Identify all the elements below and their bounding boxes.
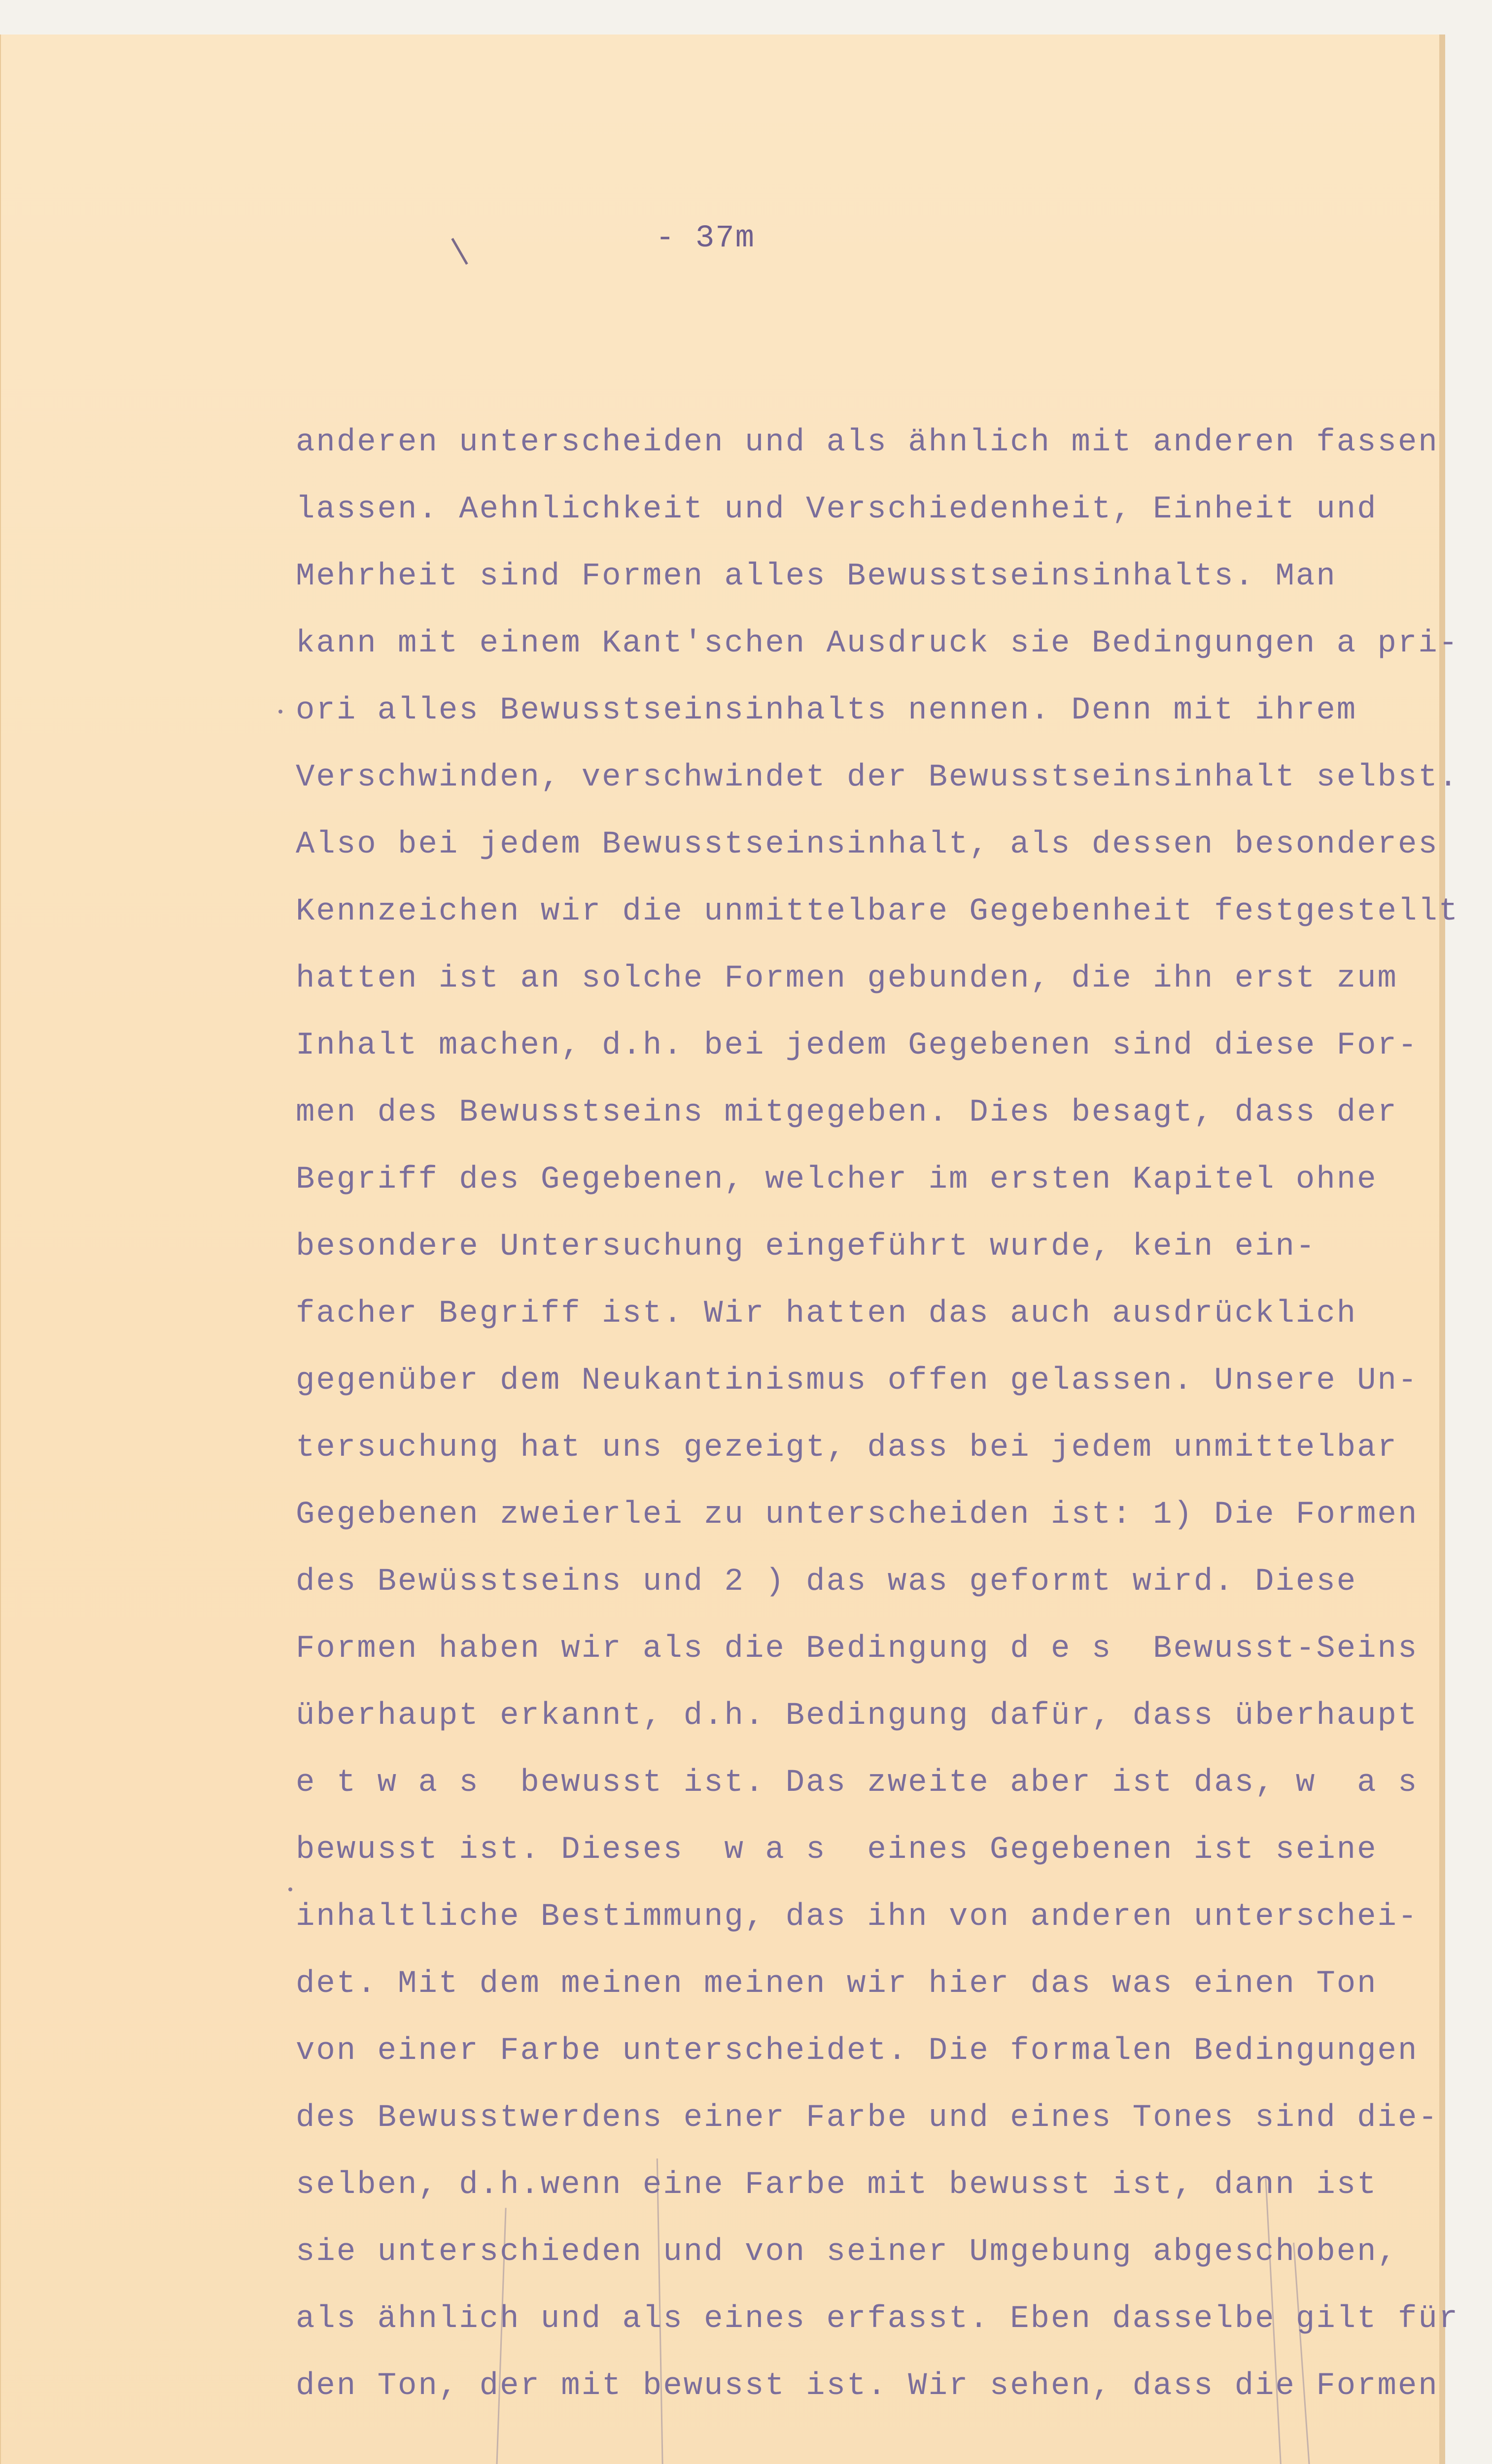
text-line: tersuchung hat uns gezeigt, dass bei jedem unmittelbar (296, 1430, 1398, 1466)
text-line: facher Begriff ist. Wir hatten das auch ausdrücklich (296, 1296, 1357, 1332)
text-line: Gegebenen zweierlei zu unterscheiden ist: 1) Die Formen (296, 1497, 1419, 1533)
margin-dot-mark (288, 1887, 292, 1891)
margin-dot-mark (278, 710, 282, 714)
text-line: von einer Farbe unterscheidet. Die formalen Bedingungen (296, 2033, 1419, 2069)
text-line: lassen. Aehnlichkeit und Verschiedenheit, Einheit und (296, 492, 1378, 527)
text-line: als ähnlich und als eines erfasst. Eben dasselbe gilt für (296, 2301, 1459, 2337)
page-number: - 37m (656, 221, 756, 256)
text-line: des Bewusstwerdens einer Farbe und eines Tones sind die- (296, 2100, 1439, 2136)
text-line: men des Bewusstseins mitgegeben. Dies besagt, dass der (296, 1095, 1398, 1130)
text-line: Kennzeichen wir die unmittelbare Gegebenheit festgestellt (296, 894, 1459, 929)
text-line: Mehrheit sind Formen alles Bewusstseinsinhalts. Man (296, 559, 1337, 594)
text-line: Also bei jedem Bewusstseinsinhalt, als dessen besonderes (296, 827, 1439, 862)
text-line: bewusst ist. Dieses w a s eines Gegebenen ist seine (296, 1832, 1378, 1868)
text-line: den Ton, der mit bewusst ist. Wir sehen, dass die Formen (296, 2368, 1439, 2404)
text-line: Begriff des Gegebenen, welcher im ersten Kapitel ohne (296, 1162, 1378, 1198)
text-line: besondere Untersuchung eingeführt wurde, kein ein- (296, 1229, 1317, 1265)
text-line: Inhalt machen, d.h. bei jedem Gegebenen sind diese For- (296, 1028, 1419, 1063)
text-line: hatten ist an solche Formen gebunden, die ihn erst zum (296, 961, 1398, 996)
typewritten-body (296, 409, 1459, 2420)
text-line: det. Mit dem meinen meinen wir hier das was einen Ton (296, 1966, 1378, 2002)
text-line: anderen unterscheiden und als ähnlich mit anderen fassen (296, 425, 1439, 460)
text-line: sie unterschieden und von seiner Umgebung abgeschoben, (296, 2234, 1398, 2270)
text-line: inhaltliche Bestimmung, das ihn von anderen unterschei- (296, 1899, 1419, 1935)
text-line: kann mit einem Kant'schen Ausdruck sie Bedingungen a pri- (296, 626, 1459, 661)
text-line: überhaupt erkannt, d.h. Bedingung dafür, dass überhaupt (296, 1698, 1419, 1734)
text-line: Verschwinden, verschwindet der Bewusstseinsinhalt selbst. (296, 760, 1459, 795)
text-line: e t w a s bewusst ist. Das zweite aber ist das, w a s (296, 1765, 1419, 1801)
text-line: selben, d.h.wenn eine Farbe mit bewusst ist, dann ist (296, 2167, 1378, 2203)
text-line: des Bewüsstseins und 2 ) das was geformt wird. Diese (296, 1564, 1357, 1600)
text-line: gegenüber dem Neukantinismus offen gelassen. Unsere Un- (296, 1363, 1419, 1399)
text-line: ori alles Bewusstseinsinhalts nennen. Denn mit ihrem (296, 693, 1357, 728)
text-line: Formen haben wir als die Bedingung d e s Bewusst-Seins (296, 1631, 1419, 1667)
